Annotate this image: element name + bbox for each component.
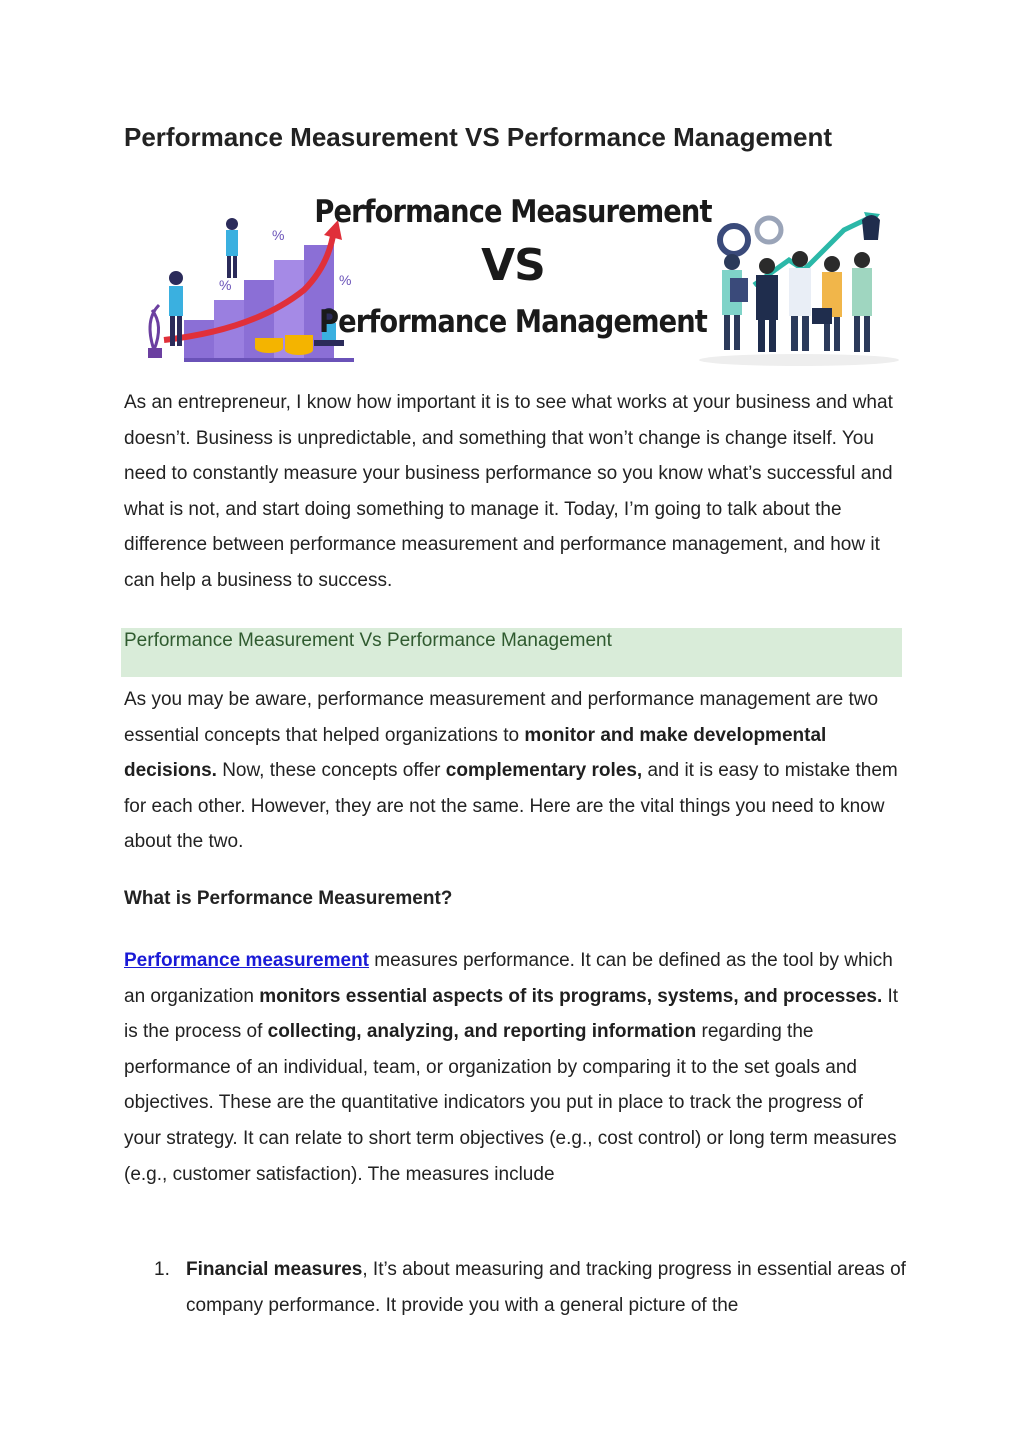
page-title: Performance Measurement VS Performance Management	[124, 122, 833, 152]
bold-run: monitors essential aspects of its programs, systems, and processes.	[259, 985, 883, 1007]
bold-run: complementary roles,	[445, 760, 643, 782]
text-run: It is the process of	[124, 985, 899, 1043]
svg-text:%: %	[339, 272, 352, 288]
banner-line-1: Performance Measurement	[314, 194, 712, 230]
text-run: measures performance. It can be defined as the tool by which an organization	[124, 950, 893, 1007]
banner-illustration	[124, 190, 902, 370]
list-number: 1.	[154, 1259, 170, 1280]
svg-text:%: %	[272, 227, 285, 243]
text-run: and it is easy to mistake them for each other. However, they are not the same. Here are the vital things you need to know about the two.	[124, 760, 898, 853]
definition-paragraph	[124, 943, 904, 1192]
bold-run: collecting, analyzing, and reporting information	[267, 1021, 697, 1043]
banner-text	[124, 190, 902, 370]
text-run: regarding the performance of an individual, team, or organization by comparing it to the set goals and objectives. These are the quantitative indicators you put in place to track the progress of your strategy. It can relate to short term objectives (e.g., cost control) or long term measures (e.g., customer satisfaction). The measures include	[124, 1021, 897, 1185]
banner-line-3: Performance Management	[319, 304, 707, 340]
intro-paragraph: As an entrepreneur, I know how important it is to see what works at your business and what doesn’t. Business is unpredictable, and something that won’t change is change itself. You need to constantly measure your business performance so you know what’s successful and what is not, and start doing something to manage it. Today, I’m going to talk about the difference between performance measurement and performance management, and how it can help a business to success.	[124, 392, 893, 591]
bold-run: monitor and make developmental decisions.	[124, 724, 827, 782]
text-run: Now, these concepts offer	[216, 760, 446, 782]
performance-measurement-link[interactable]: Performance measurement	[124, 950, 369, 971]
section-subheading: Performance Measurement Vs Performance Management	[124, 630, 612, 651]
banner-line-2: VS	[481, 240, 545, 291]
bold-run: Financial measures	[186, 1259, 363, 1280]
text-run: As you may be aware, performance measurement and performance management are two essential concepts that helped organizations to	[124, 689, 879, 746]
text-run: , It’s about measuring and tracking progress in essential areas of company performance. It provide you with a general picture of the	[186, 1259, 906, 1316]
concepts-paragraph	[124, 682, 904, 860]
svg-text:%: %	[219, 277, 232, 293]
list-text	[186, 1252, 906, 1323]
section-heading: What is Performance Measurement?	[124, 888, 453, 909]
